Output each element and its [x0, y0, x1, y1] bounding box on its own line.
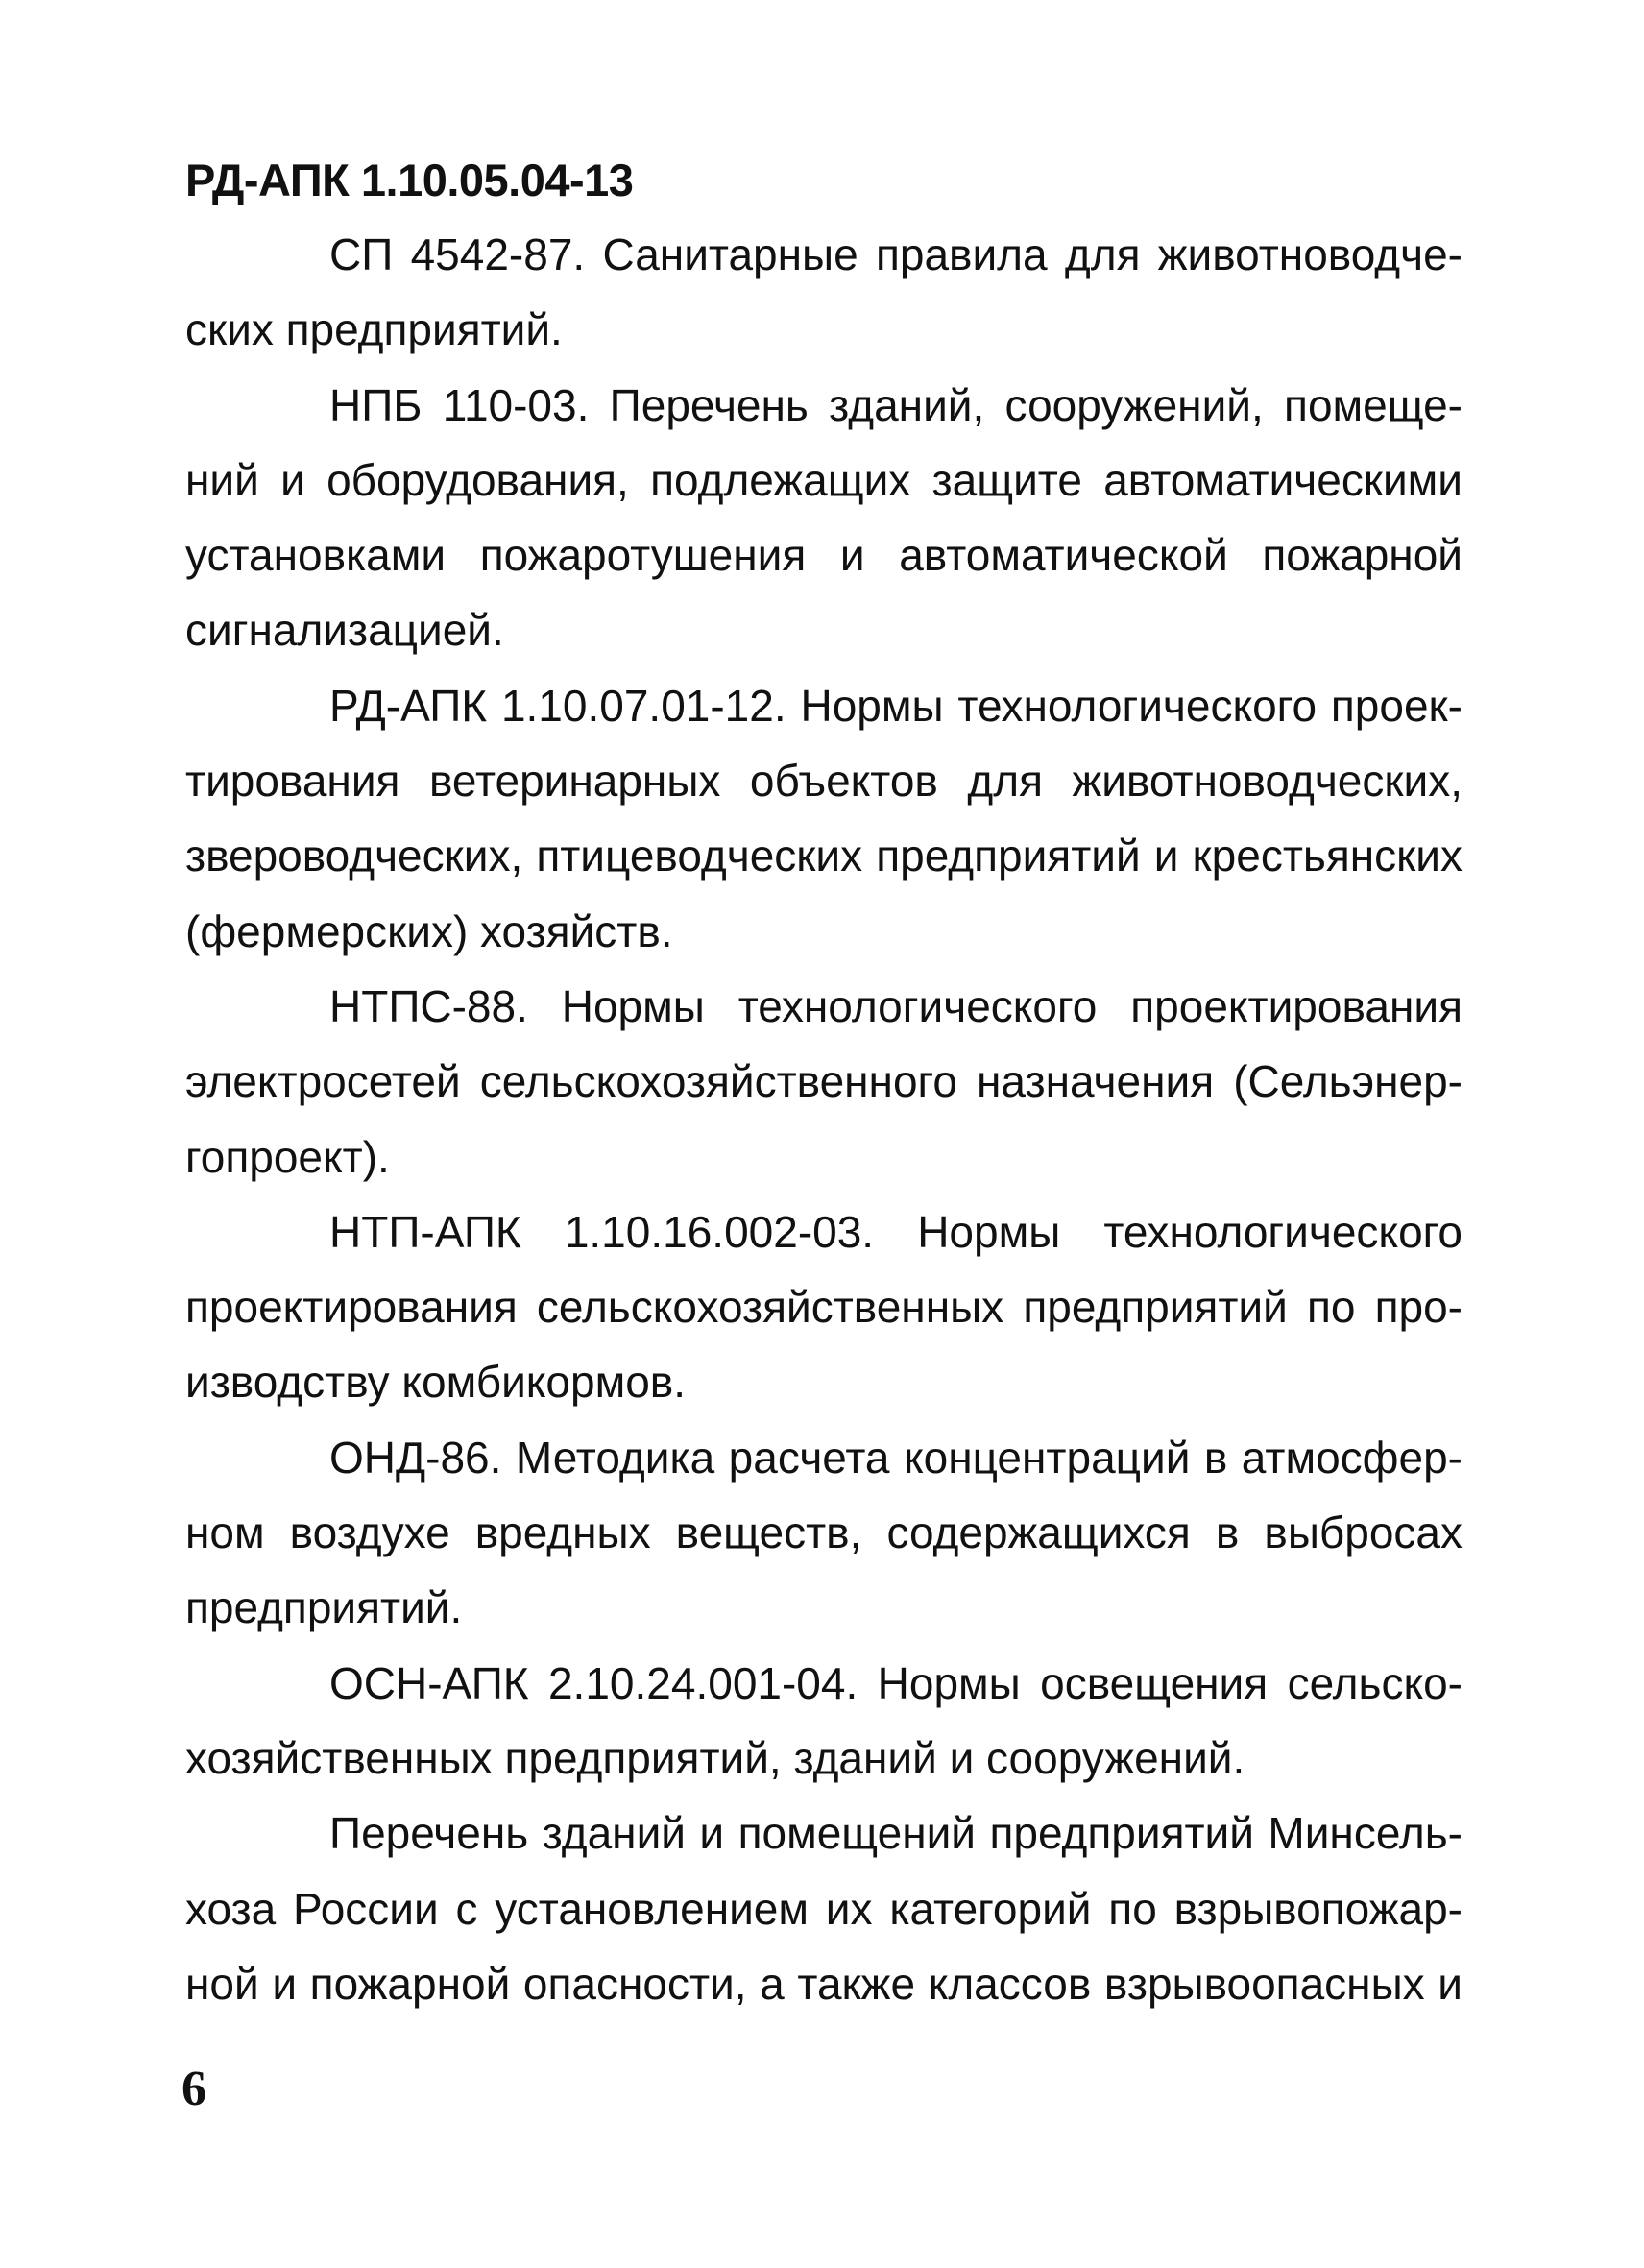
text-line: гопроект).: [185, 1131, 390, 1182]
text-line: установками пожаротушения и автоматической пожарной: [185, 530, 1463, 581]
text-line: хозяйственных предприятий, зданий и сооружений.: [185, 1732, 1245, 1783]
text-line: ских предприятий.: [185, 304, 563, 355]
text-line: ний и оборудования, подлежащих защите автоматическими: [185, 454, 1463, 505]
text-line: РД-АПК 1.10.07.01-12. Нормы технологического проек-: [329, 680, 1463, 731]
text-line: СП 4542-87. Санитарные правила для животноводче-: [329, 229, 1463, 279]
page-number: 6: [181, 2062, 206, 2116]
references-list: [185, 217, 1463, 2021]
text-line: проектирования сельскохозяйственных предприятий по про-: [185, 1282, 1463, 1333]
text-line: ОНД-86. Методика расчета концентраций в атмосфер-: [329, 1432, 1463, 1483]
text-line: предприятий.: [185, 1582, 463, 1633]
text-line: НПБ 110-03. Перечень зданий, сооружений, помеще-: [329, 379, 1463, 430]
text-line: Перечень зданий и помещений предприятий Минсель-: [329, 1808, 1463, 1859]
text-line: ной и пожарной опасности, а также классов взрывоопасных и: [185, 1958, 1463, 2009]
text-line: (фермерских) хозяйств.: [185, 905, 673, 956]
text-line: НТПС-88. Нормы технологического проектирования: [329, 980, 1463, 1031]
text-line: электросетей сельскохозяйственного назначения (Сельэнер-: [185, 1056, 1463, 1107]
text-line: НТП-АПК 1.10.16.002-03. Нормы технологического: [329, 1206, 1463, 1257]
text-line: сигнализацией.: [185, 605, 504, 656]
text-line: изводству комбикормов.: [185, 1357, 687, 1408]
text-line: ОСН-АПК 2.10.24.001-04. Нормы освещения сельско-: [329, 1657, 1463, 1708]
text-line: тирования ветеринарных объектов для животноводческих,: [185, 756, 1463, 807]
document-code-header: РД-АПК 1.10.05.04-13: [185, 155, 634, 205]
text-line: звероводческих, птицеводческих предприятий и крестьянских: [185, 831, 1463, 881]
text-line: ном воздухе вредных веществ, содержащихся в выбросах: [185, 1508, 1463, 1558]
text-line: хоза России с установлением их категорий по взрывопожар-: [185, 1883, 1463, 1934]
